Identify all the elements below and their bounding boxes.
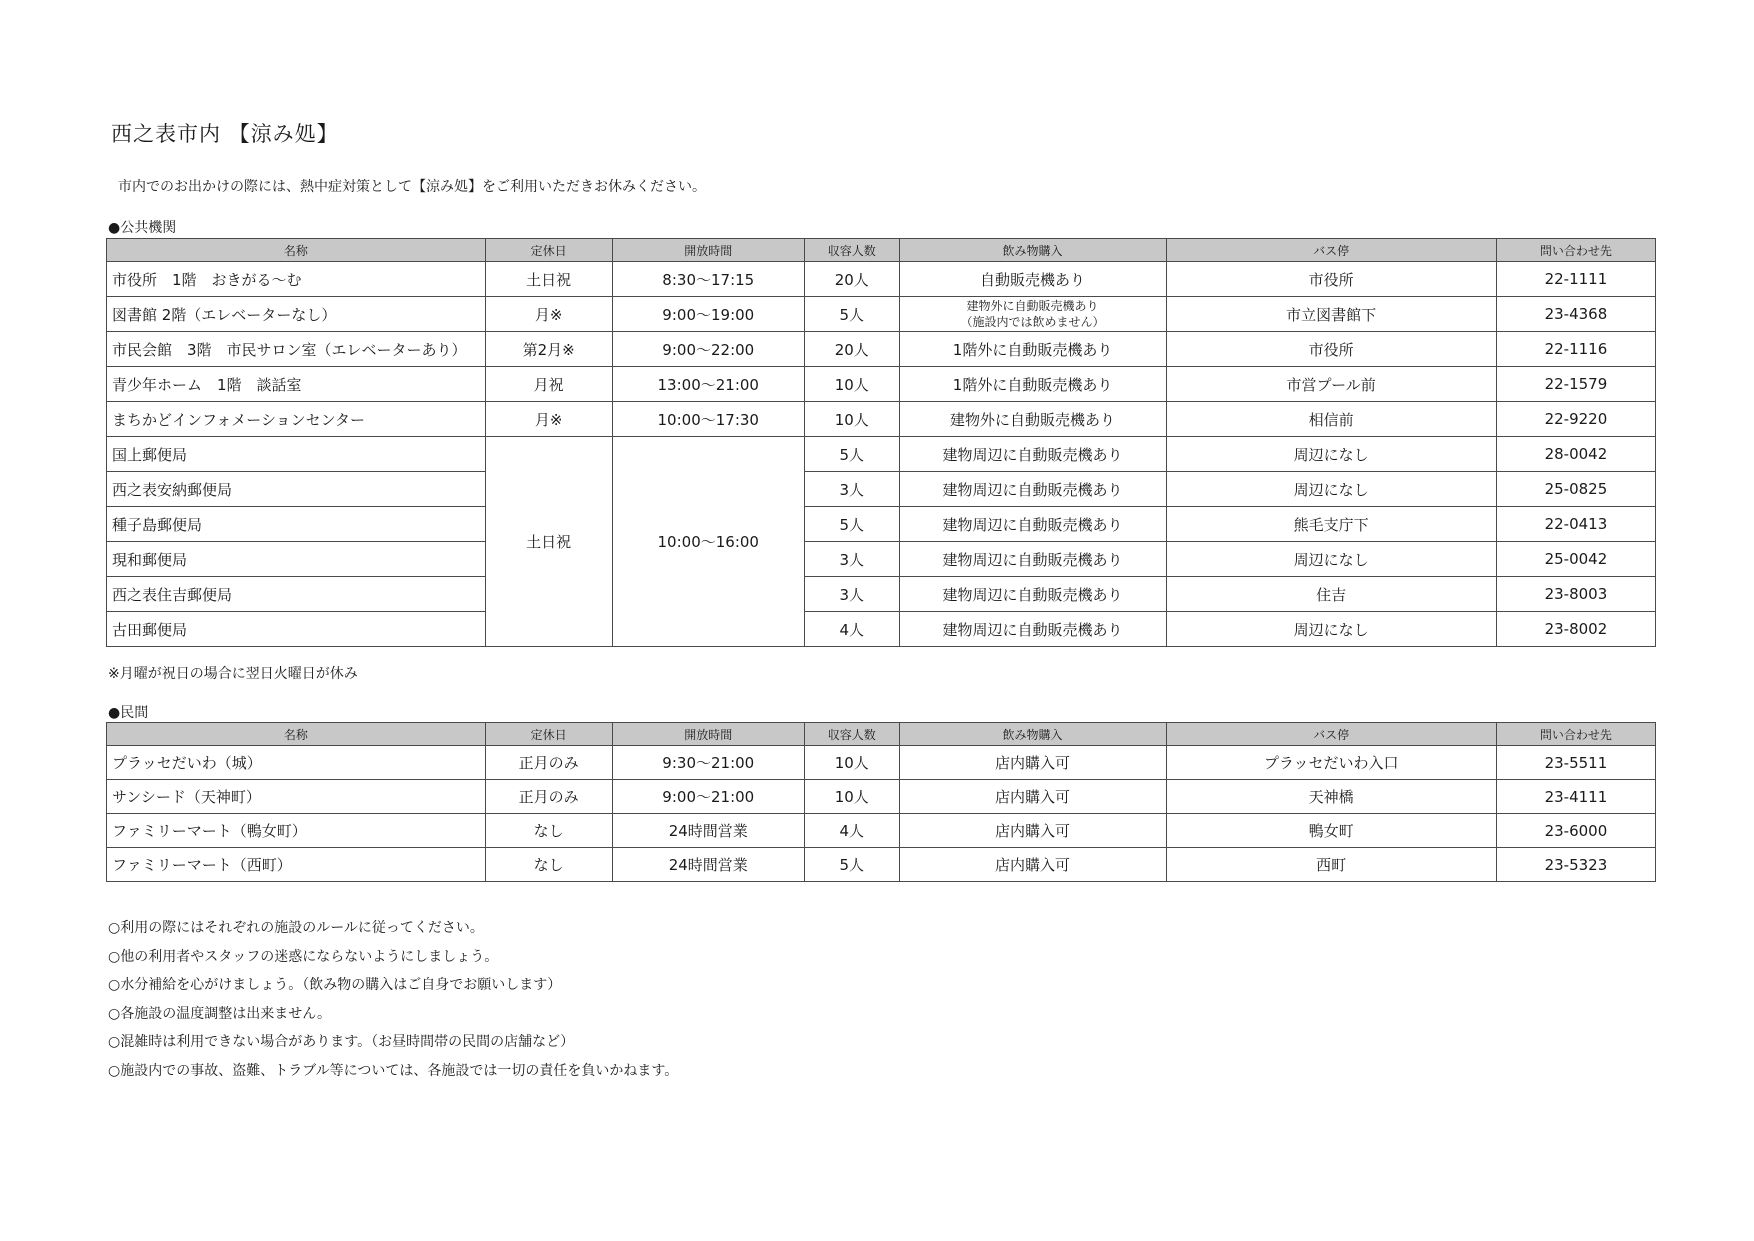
facility-name: まちかどインフォメーションセンター (107, 402, 486, 437)
header-name: 名称 (107, 723, 486, 746)
contact-phone: 22-1579 (1496, 367, 1655, 402)
facility-name: ファミリーマート（鴨女町） (107, 814, 486, 848)
drinks-info: 建物周辺に自動販売機あり (899, 542, 1166, 577)
header-contact: 問い合わせ先 (1496, 239, 1655, 262)
closed-days: 月祝 (485, 367, 612, 402)
public-facilities-table (106, 238, 1656, 647)
closed-days: 正月のみ (485, 746, 612, 780)
drinks-info: 店内購入可 (899, 814, 1166, 848)
drinks-info: 1階外に自動販売機あり (899, 367, 1166, 402)
facility-name: ファミリーマート（西町） (107, 848, 486, 882)
bus-stop: 鴨女町 (1166, 814, 1496, 848)
capacity: 10人 (804, 746, 899, 780)
drinks-main: 建物外に自動販売機あり (966, 299, 1099, 313)
closed-days: 月※ (485, 402, 612, 437)
bus-stop: 周辺になし (1166, 542, 1496, 577)
open-hours: 24時間営業 (612, 814, 804, 848)
post-office-open-hours: 10:00〜16:00 (612, 437, 804, 647)
capacity: 4人 (804, 612, 899, 647)
facility-name: サンシード（天神町） (107, 780, 486, 814)
capacity: 5人 (804, 297, 899, 332)
capacity: 3人 (804, 577, 899, 612)
drinks-info: 店内購入可 (899, 848, 1166, 882)
table-row (107, 507, 1656, 542)
bus-stop: 熊毛支庁下 (1166, 507, 1496, 542)
capacity: 4人 (804, 814, 899, 848)
contact-phone: 23-5323 (1496, 848, 1655, 882)
open-hours: 9:30〜21:00 (612, 746, 804, 780)
table-header-row (107, 239, 1656, 262)
facility-name: プラッセだいわ（城） (107, 746, 486, 780)
capacity: 5人 (804, 507, 899, 542)
bus-stop: 市役所 (1166, 332, 1496, 367)
header-hours: 開放時間 (612, 723, 804, 746)
header-capacity: 収容人数 (804, 239, 899, 262)
table-row (107, 367, 1656, 402)
bus-stop: 相信前 (1166, 402, 1496, 437)
contact-phone: 22-9220 (1496, 402, 1655, 437)
drinks-info: 建物周辺に自動販売機あり (899, 472, 1166, 507)
facility-name: 市民会館 3階 市民サロン室（エレベーターあり） (107, 332, 486, 367)
header-closed-days: 定休日 (485, 239, 612, 262)
table-row (107, 437, 1656, 472)
drinks-info: 建物周辺に自動販売機あり (899, 577, 1166, 612)
drinks-info (899, 297, 1166, 332)
open-hours: 13:00〜21:00 (612, 367, 804, 402)
facility-name: 現和郵便局 (107, 542, 486, 577)
header-contact: 問い合わせ先 (1496, 723, 1655, 746)
bus-stop: 天神橋 (1166, 780, 1496, 814)
open-hours: 10:00〜17:30 (612, 402, 804, 437)
public-section-label: ●公共機関 (108, 220, 177, 236)
bus-stop: プラッセだいわ入口 (1166, 746, 1496, 780)
facility-name: 古田郵便局 (107, 612, 486, 647)
open-hours: 8:30〜17:15 (612, 262, 804, 297)
open-hours: 9:00〜22:00 (612, 332, 804, 367)
table-row (107, 780, 1656, 814)
private-section-label: ●民間 (108, 705, 149, 721)
rule-item: ○施設内での事故、盗難、トラブル等については、各施設では一切の責任を負いかねます。 (108, 1062, 679, 1079)
facility-name: 図書館 2階（エレベーターなし） (107, 297, 486, 332)
contact-phone: 22-0413 (1496, 507, 1655, 542)
drinks-info: 建物周辺に自動販売機あり (899, 507, 1166, 542)
rule-item: ○混雑時は利用できない場合があります。（お昼時間帯の民間の店舗など） (108, 1034, 575, 1050)
closed-days: なし (485, 848, 612, 882)
contact-phone: 23-6000 (1496, 814, 1655, 848)
table-row (107, 848, 1656, 882)
capacity: 10人 (804, 367, 899, 402)
closed-days: 月※ (485, 297, 612, 332)
drinks-info: 自動販売機あり (899, 262, 1166, 297)
facility-name: 青少年ホーム 1階 談話室 (107, 367, 486, 402)
intro-text: 市内でのお出かけの際には、熱中症対策として【涼み処】をご利用いただきお休みください。 (118, 179, 706, 195)
table-row (107, 577, 1656, 612)
contact-phone: 25-0825 (1496, 472, 1655, 507)
contact-phone: 22-1116 (1496, 332, 1655, 367)
header-hours: 開放時間 (612, 239, 804, 262)
contact-phone: 23-4111 (1496, 780, 1655, 814)
table-row (107, 612, 1656, 647)
rule-item: ○利用の際にはそれぞれの施設のルールに従ってください。 (108, 920, 484, 936)
header-closed-days: 定休日 (485, 723, 612, 746)
facility-name: 種子島郵便局 (107, 507, 486, 542)
post-office-closed-days: 土日祝 (485, 437, 612, 647)
drinks-info: 建物周辺に自動販売機あり (899, 437, 1166, 472)
table-row (107, 746, 1656, 780)
capacity: 5人 (804, 848, 899, 882)
facility-name: 市役所 1階 おきがる〜む (107, 262, 486, 297)
rule-item: ○他の利用者やスタッフの迷惑にならないようにしましょう。 (108, 948, 499, 965)
bus-stop: 市役所 (1166, 262, 1496, 297)
capacity: 10人 (804, 402, 899, 437)
table-row (107, 332, 1656, 367)
contact-phone: 28-0042 (1496, 437, 1655, 472)
drinks-note: （施設内では飲めません） (960, 315, 1105, 329)
capacity: 20人 (804, 332, 899, 367)
capacity: 5人 (804, 437, 899, 472)
bus-stop: 市立図書館下 (1166, 297, 1496, 332)
rule-item: ○各施設の温度調整は出来ません。 (108, 1005, 332, 1022)
drinks-info: 店内購入可 (899, 746, 1166, 780)
open-hours: 24時間営業 (612, 848, 804, 882)
table-row (107, 262, 1656, 297)
facility-name: 西之表安納郵便局 (107, 472, 486, 507)
capacity: 3人 (804, 542, 899, 577)
closed-days: 第2月※ (485, 332, 612, 367)
drinks-info: 建物外に自動販売機あり (899, 402, 1166, 437)
bus-stop: 市営プール前 (1166, 367, 1496, 402)
capacity: 20人 (804, 262, 899, 297)
page-title: 西之表市内 【涼み処】 (111, 122, 339, 146)
table-header-row (107, 723, 1656, 746)
table-row (107, 542, 1656, 577)
holiday-footnote: ※月曜が祝日の場合に翌日火曜日が休み (108, 666, 358, 682)
contact-phone: 23-5511 (1496, 746, 1655, 780)
usage-rules-list (108, 917, 678, 1088)
contact-phone: 23-4368 (1496, 297, 1655, 332)
table-row (107, 297, 1656, 332)
header-bus-stop: バス停 (1166, 723, 1496, 746)
bus-stop: 周辺になし (1166, 472, 1496, 507)
table-row (107, 814, 1656, 848)
capacity: 10人 (804, 780, 899, 814)
bus-stop: 周辺になし (1166, 437, 1496, 472)
bus-stop: 住吉 (1166, 577, 1496, 612)
header-drinks: 飲み物購入 (899, 239, 1166, 262)
contact-phone: 23-8003 (1496, 577, 1655, 612)
drinks-info: 店内購入可 (899, 780, 1166, 814)
rule-item: ○水分補給を心がけましょう。（飲み物の購入はご自身でお願いします） (108, 977, 562, 993)
closed-days: 土日祝 (485, 262, 612, 297)
closed-days: 正月のみ (485, 780, 612, 814)
private-facilities-table (106, 722, 1656, 882)
table-row (107, 402, 1656, 437)
contact-phone: 23-8002 (1496, 612, 1655, 647)
contact-phone: 25-0042 (1496, 542, 1655, 577)
header-bus-stop: バス停 (1166, 239, 1496, 262)
drinks-info: 1階外に自動販売機あり (899, 332, 1166, 367)
closed-days: なし (485, 814, 612, 848)
table-row (107, 472, 1656, 507)
open-hours: 9:00〜19:00 (612, 297, 804, 332)
facility-name: 国上郵便局 (107, 437, 486, 472)
facility-name: 西之表住吉郵便局 (107, 577, 486, 612)
bus-stop: 周辺になし (1166, 612, 1496, 647)
contact-phone: 22-1111 (1496, 262, 1655, 297)
drinks-info: 建物周辺に自動販売機あり (899, 612, 1166, 647)
open-hours: 9:00〜21:00 (612, 780, 804, 814)
bus-stop: 西町 (1166, 848, 1496, 882)
header-name: 名称 (107, 239, 486, 262)
header-drinks: 飲み物購入 (899, 723, 1166, 746)
capacity: 3人 (804, 472, 899, 507)
header-capacity: 収容人数 (804, 723, 899, 746)
